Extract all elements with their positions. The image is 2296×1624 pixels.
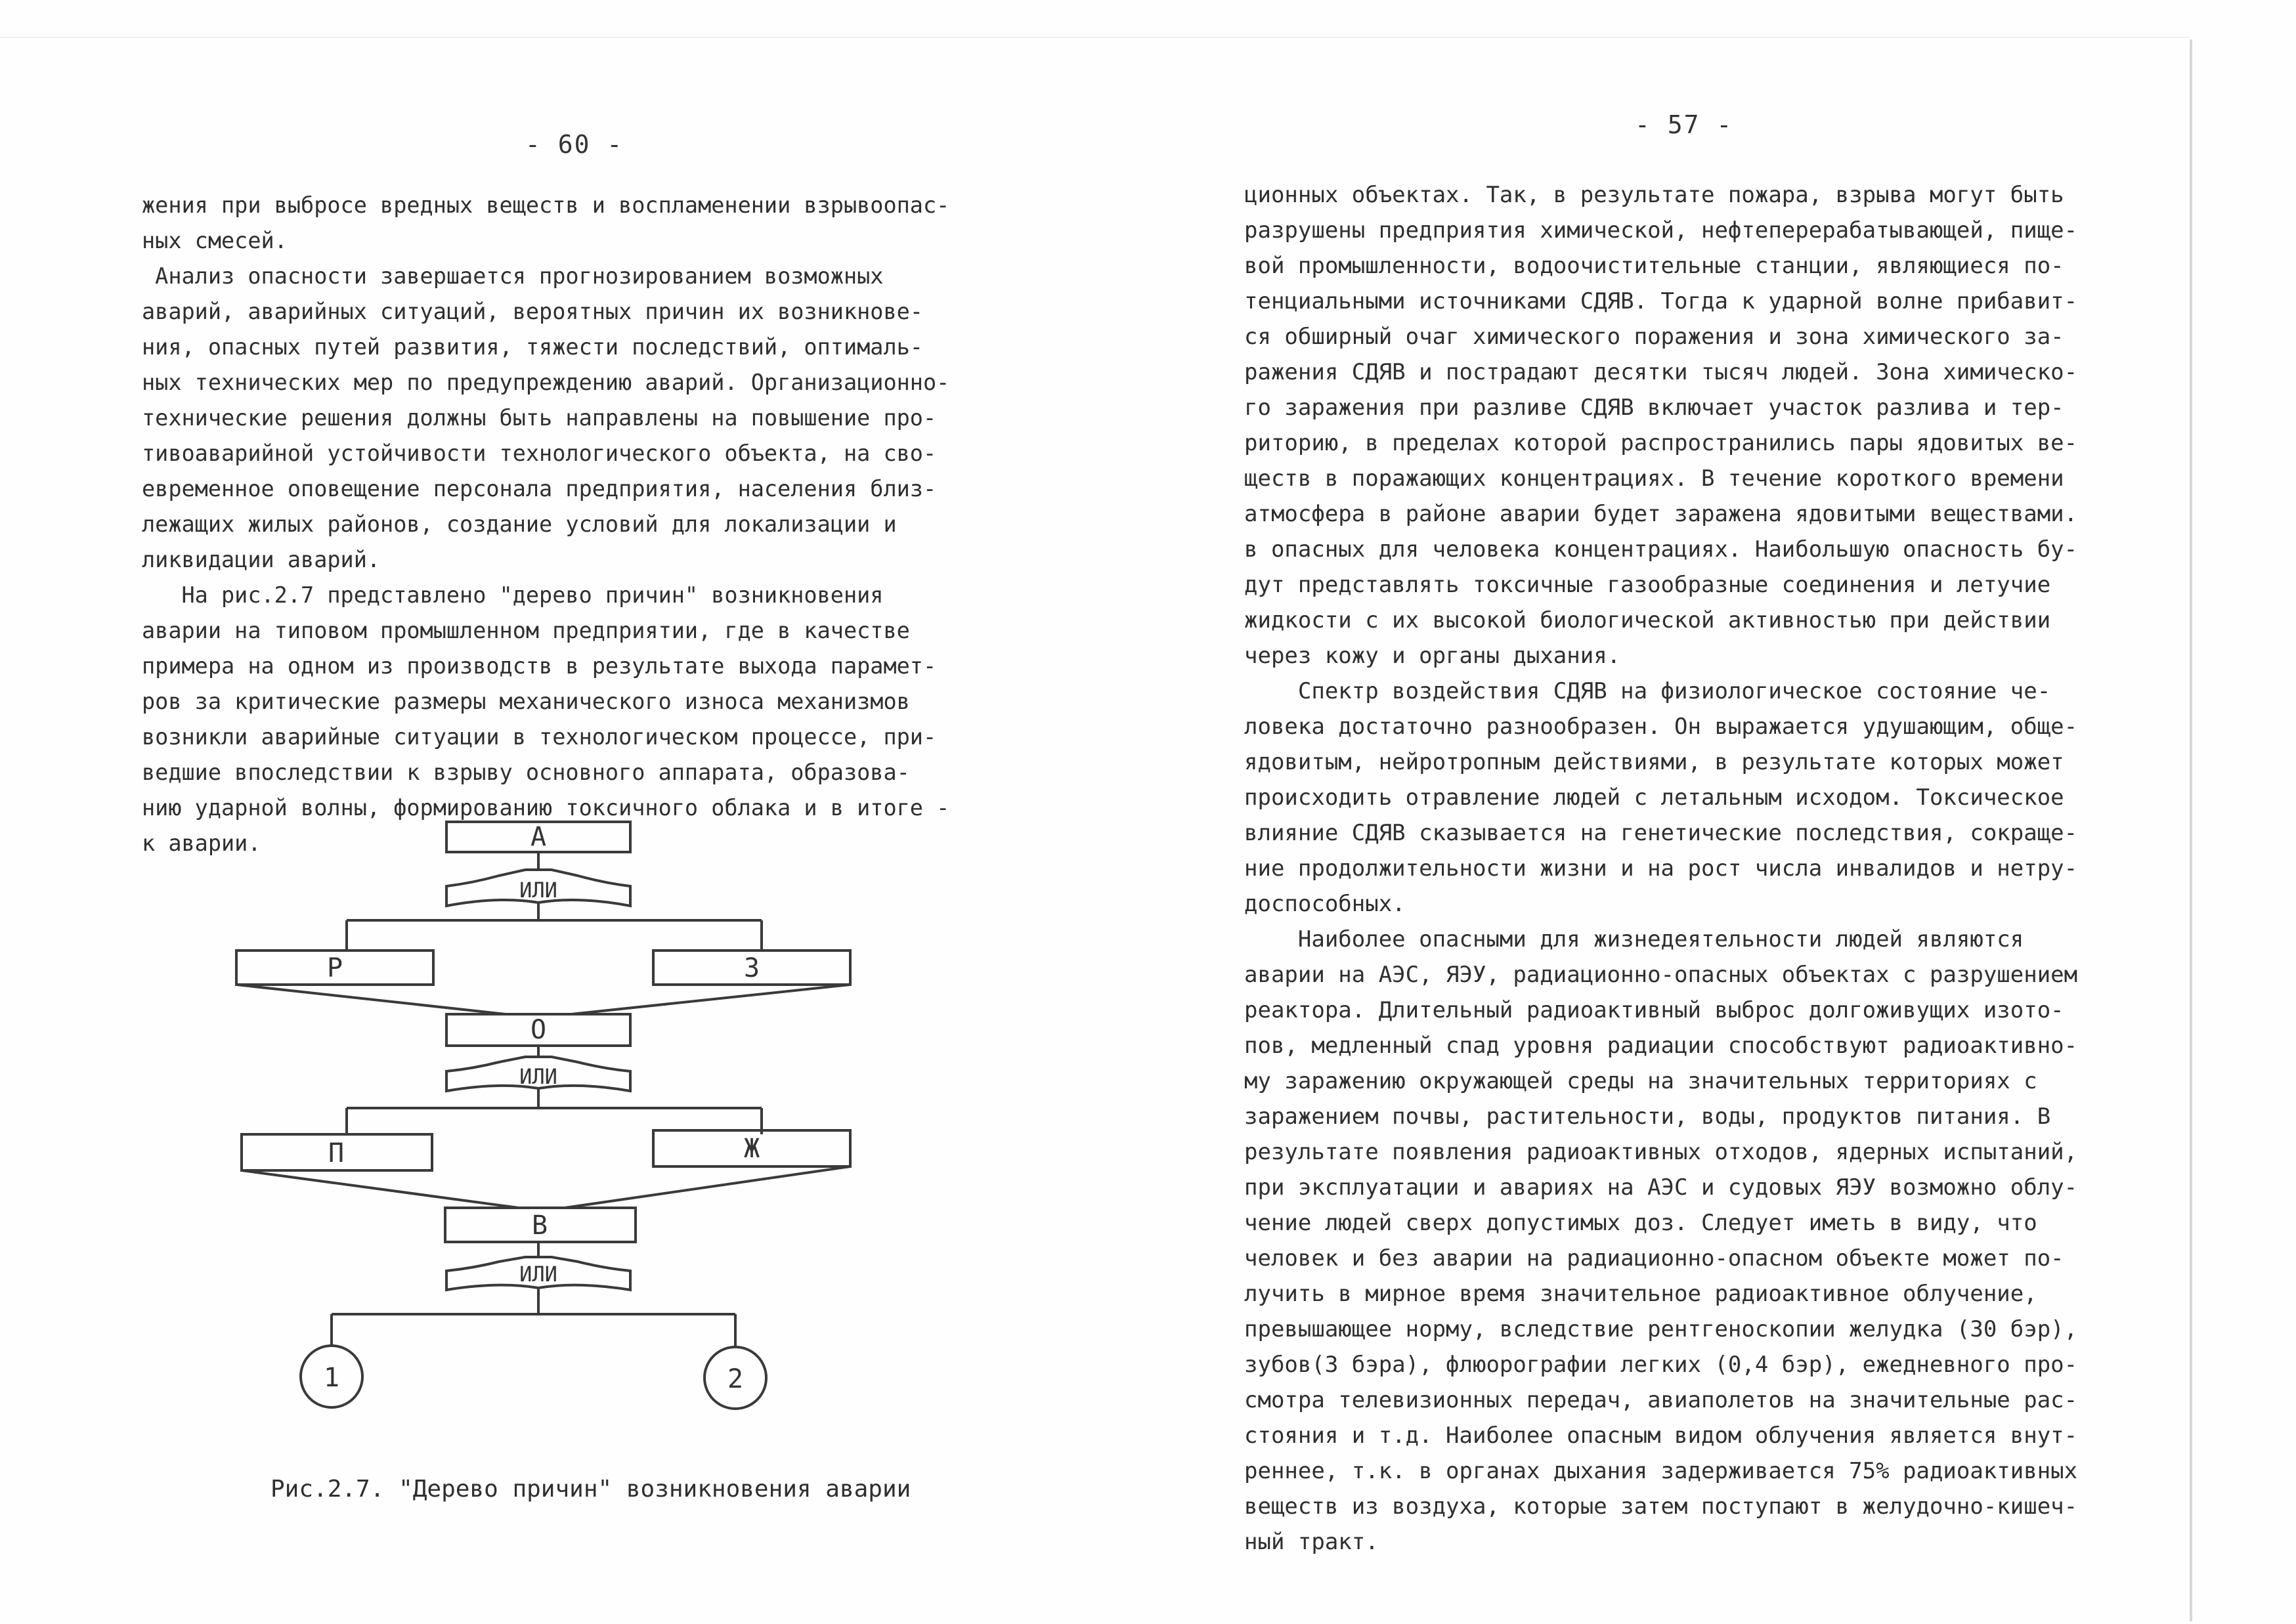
text-line: ся обширный очаг химического поражения и зона химического за-: [1244, 324, 2064, 350]
text-line: доспособных.: [1244, 891, 1406, 917]
text-line: аварии на АЭС, ЯЭУ, радиационно-опасных объектах с разрушением: [1244, 962, 2078, 988]
text-line: пов, медленный спад уровня радиации способствуют радиоактивно-: [1244, 1033, 2078, 1059]
text-line: аварий, аварийных ситуаций, вероятных причин их возникнове-: [142, 299, 923, 324]
text-line: ядовитым, нейротропным действиями, в результате которых может: [1244, 749, 2064, 775]
text-line: ров за критические размеры механического износа механизмов: [142, 689, 910, 714]
text-line: человек и без аварии на радиационно-опасном объекте может по-: [1244, 1245, 2064, 1271]
text-line: влияние СДЯВ сказывается на генетические последствия, сокраще-: [1244, 820, 2078, 846]
text-line: Наиболее опасными для жизнедеятельности людей являются: [1244, 926, 2024, 952]
text-line: тивоаварийной устойчивости технологического объекта, на сво-: [142, 440, 937, 466]
node-label-a: А: [530, 822, 547, 852]
text-line: при эксплуатации и авариях на АЭС и судовых ЯЭУ возможно облу-: [1244, 1174, 2078, 1201]
text-line: вой промышленности, водоочистительные станции, являющиеся по-: [1244, 253, 2064, 279]
text-line: к аварии.: [142, 830, 261, 856]
text-line: ликвидации аварий.: [142, 547, 381, 572]
text-line: Анализ опасности завершается прогнозированием возможных: [142, 263, 884, 289]
text-line: аварии на типовом промышленном предприятии, где в качестве: [142, 618, 910, 643]
right-page-number: - 57 -: [1635, 110, 1733, 139]
figure-caption: Рис.2.7. "Дерево причин" возникновения аварии: [271, 1476, 911, 1503]
text-line: ния, опасных путей развития, тяжести последствий, оптималь-: [142, 334, 923, 360]
text-line: ционных объектах. Так, в результате пожара, взрыва могут быть: [1244, 182, 2064, 208]
text-line: ловека достаточно разнообразен. Он выражается удушающим, обще-: [1244, 714, 2078, 740]
text-line: жидкости с их высокой биологической активностью при действии: [1244, 607, 2051, 633]
text-line: через кожу и органы дыхания.: [1244, 643, 1621, 669]
gate-label-3: ИЛИ: [519, 1262, 557, 1287]
text-line: риторию, в пределах которой распространились пары ядовитых ве-: [1244, 430, 2078, 456]
text-line: смотра телевизионных передач, авиаполетов на значительные рас-: [1244, 1387, 2078, 1413]
text-line: разрушены предприятия химической, нефтеперерабатывающей, пище-: [1244, 217, 2078, 244]
text-line: ных технических мер по предупреждению аварий. Организационно-: [142, 370, 950, 395]
text-line: технические решения должны быть направлены на повышение про-: [142, 405, 937, 431]
text-line: заражением почвы, растительности, воды, продуктов питания. В: [1244, 1103, 2051, 1130]
text-line: му заражению окружающей среды на значительных территориях с: [1244, 1068, 2037, 1094]
gate-label-2: ИЛИ: [519, 1064, 557, 1089]
text-line: тенциальными источниками СДЯВ. Тогда к ударной волне прибавит-: [1244, 288, 2078, 314]
text-line: ных смесей.: [142, 228, 288, 253]
text-line: го заражения при разливе СДЯВ включает участок разлива и тер-: [1244, 395, 2064, 421]
text-line: превышающее норму, вследствие рентгеноскопии желудка (30 бэр),: [1244, 1316, 2078, 1342]
text-line: На рис.2.7 представлено "дерево причин" возникновения: [142, 582, 884, 608]
node-label-o: О: [530, 1015, 547, 1045]
text-line: чение людей сверх допустимых доз. Следует иметь в виду, что: [1244, 1210, 2037, 1236]
leaf-label-2: 2: [727, 1364, 744, 1394]
left-page-body: [142, 188, 949, 861]
text-line: лучить в мирное время значительное радиоактивное облучение,: [1244, 1281, 2037, 1307]
node-label-zh: Ж: [743, 1134, 760, 1164]
page-right-edge: [2190, 39, 2192, 1621]
leaf-label-1: 1: [323, 1363, 340, 1393]
text-line: результате появления радиоактивных отходов, ядерных испытаний,: [1244, 1139, 2078, 1165]
text-line: примера на одном из производств в результате выхода парамет-: [142, 653, 937, 679]
right-page-body: [1244, 177, 2077, 1560]
text-line: в опасных для человека концентрациях. Наибольшую опасность бу-: [1244, 536, 2078, 563]
text-line: реактора. Длительный радиоактивный выброс долгоживущих изото-: [1244, 997, 2064, 1023]
text-line: веществ из воздуха, которые затем поступают в желудочно-кишеч-: [1244, 1493, 2078, 1520]
page-top-edge: [0, 37, 2190, 38]
text-line: дут представлять токсичные газообразные соединения и летучие: [1244, 572, 2051, 598]
text-line: атмосфера в районе аварии будет заражена ядовитыми веществами.: [1244, 501, 2078, 527]
node-label-z: З: [743, 953, 760, 983]
text-line: нию ударной волны, формированию токсичного облака и в итоге -: [142, 795, 950, 821]
text-line: жения при выбросе вредных веществ и воспламенении взрывоопас-: [142, 192, 950, 218]
text-line: Спектр воздействия СДЯВ на физиологическое состояние че-: [1244, 678, 2051, 704]
node-label-p: П: [328, 1138, 345, 1168]
cause-tree-diagram: [197, 807, 919, 1543]
text-line: евременное оповещение персонала предприятия, населения близ-: [142, 476, 937, 502]
node-label-r: Р: [326, 953, 343, 983]
text-line: стояния и т.д. Наиболее опасным видом облучения является внут-: [1244, 1422, 2078, 1449]
text-line: ражения СДЯВ и пострадают десятки тысяч людей. Зона химическо-: [1244, 359, 2078, 385]
text-line: ществ в поражающих концентрациях. В течение короткого времени: [1244, 465, 2064, 492]
text-line: зубов(3 бэра), флюорографии легких (0,4 бэр), ежедневного про-: [1244, 1352, 2078, 1378]
text-line: ведшие впоследствии к взрыву основного аппарата, образова-: [142, 759, 910, 785]
text-line: лежащих жилых районов, создание условий для локализации и: [142, 511, 897, 537]
left-page-number: - 60 -: [525, 130, 624, 159]
text-line: происходить отравление людей с летальным исходом. Токсическое: [1244, 784, 2064, 811]
text-line: возникли аварийные ситуации в технологическом процессе, при-: [142, 724, 937, 750]
text-line: реннее, т.к. в органах дыхания задерживается 75% радиоактивных: [1244, 1458, 2078, 1484]
text-line: ние продолжительности жизни и на рост числа инвалидов и нетру-: [1244, 855, 2078, 882]
text-line: ный тракт.: [1244, 1529, 1379, 1555]
gate-label-1: ИЛИ: [519, 878, 557, 903]
node-label-v: В: [531, 1210, 548, 1241]
